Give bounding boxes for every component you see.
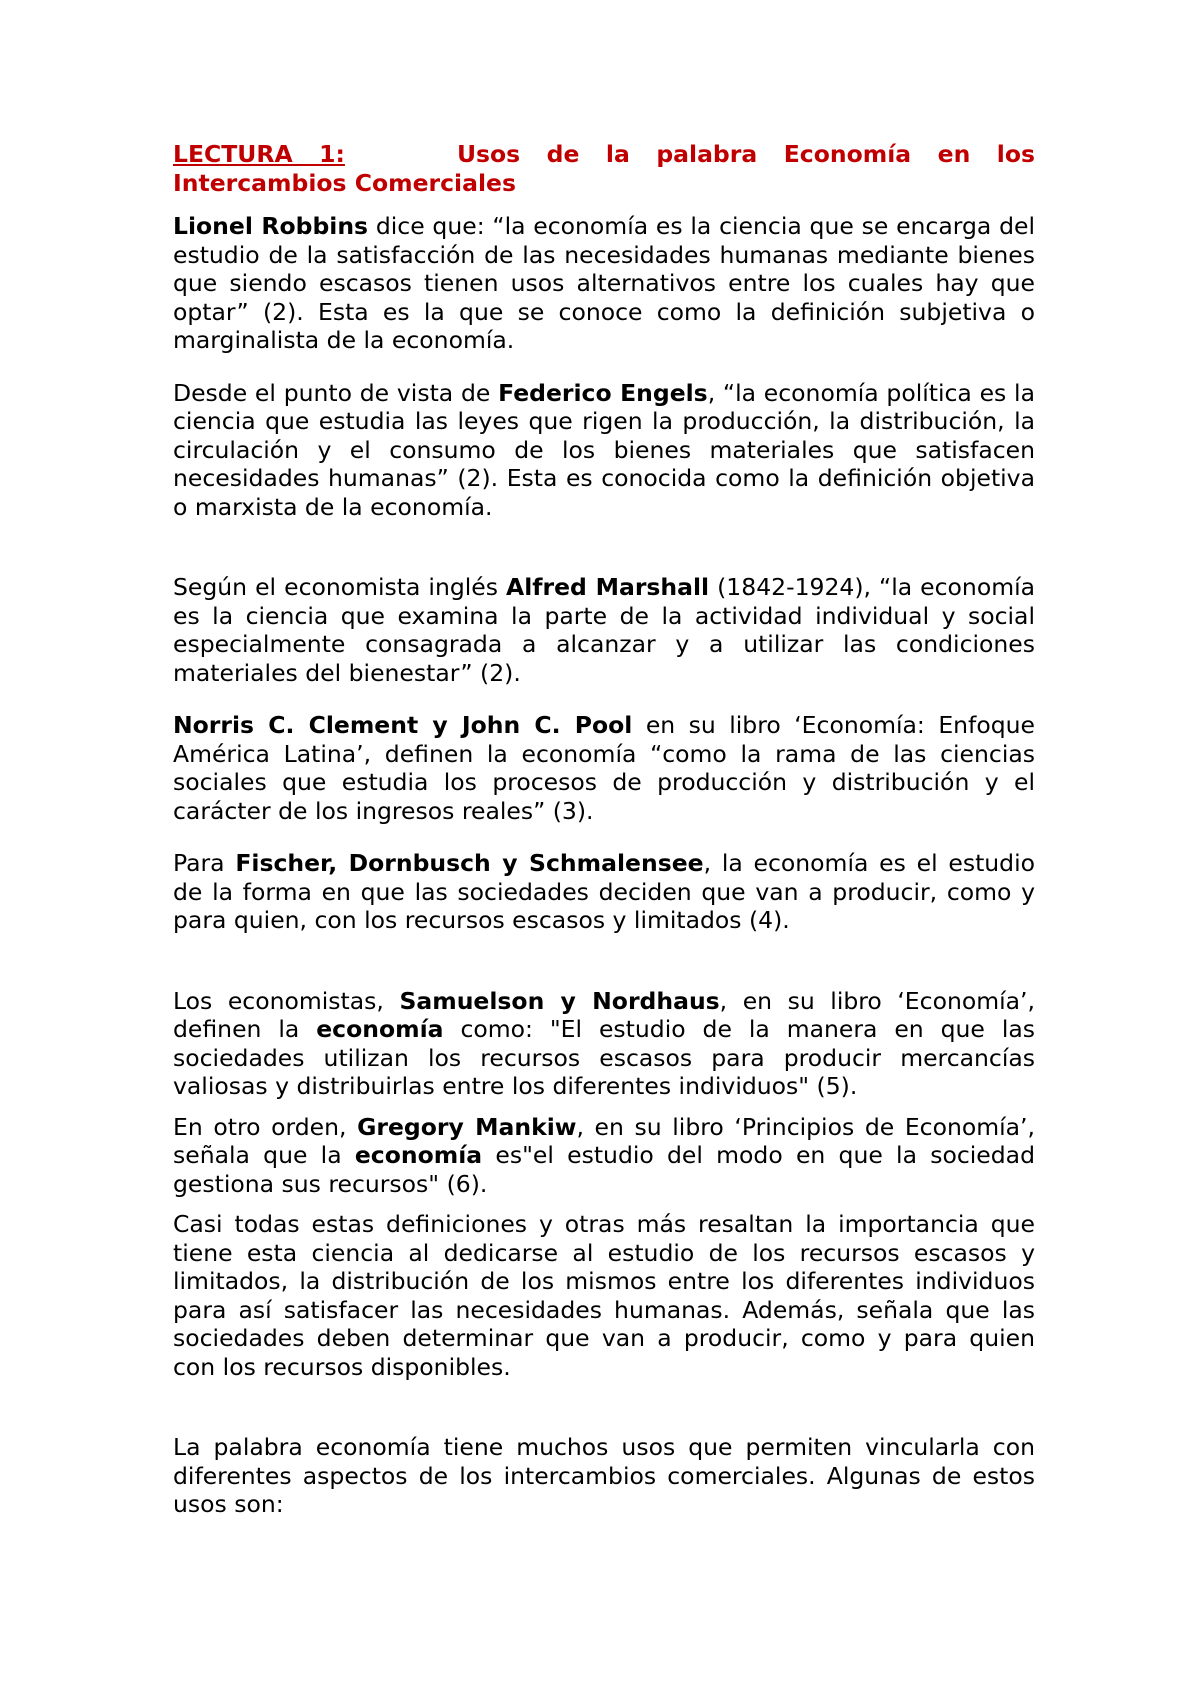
bold-text: Lionel Robbins (173, 212, 369, 240)
paragraph-8 (173, 1210, 1035, 1381)
paragraph-7 (173, 1113, 1035, 1199)
text-run: , en su libro ‘Principios de Economía’, señala que la (173, 1112, 1035, 1169)
text-run: , “la economía política es la ciencia que estudia las leyes que rigen la producción, la distribución, la circulación y el consumo de los bienes materiales que satisfacen necesidades humanas” (2). Esta es conocida como la definición objetiva o marxista de la economía. (173, 378, 1035, 521)
title-text: Usos de la palabra Economía en los Intercambios Comerciales (173, 140, 1035, 197)
title-label: LECTURA 1: (173, 140, 345, 168)
bold-text: Alfred Marshall (506, 573, 710, 601)
text-run: La palabra economía tiene muchos usos que permiten vincularla con diferentes aspectos de los intercambios comerciales. Algunas de estos usos son: (173, 1433, 1035, 1518)
text-run: Casi todas estas definiciones y otras más resaltan la importancia que tiene esta ciencia al dedicarse al estudio de los recursos escasos y limitados, la distribución de los mismos entre los diferentes individuos para así satisfacer las necesidades humanas. Además, señala que las sociedades deben determinar que van a producir, como y para quien con los recursos disponibles. (173, 1210, 1035, 1381)
paragraph-1 (173, 212, 1035, 355)
paragraph-6 (173, 987, 1035, 1101)
paragraph-5 (173, 849, 1035, 935)
text-run: Desde el punto de vista de (173, 378, 499, 407)
document-title (173, 140, 1035, 197)
text-run: , la economía es el estudio de la forma en que las sociedades deciden que van a producir, como y para quien, con los recursos escasos y limitados (4). (173, 849, 1036, 934)
bold-text: economía (354, 1141, 483, 1169)
bold-text: Norris C. Clement y John C. Pool (173, 711, 633, 739)
bold-text: Fischer, Dornbusch y Schmalensee (235, 849, 704, 877)
paragraph-9 (173, 1433, 1035, 1519)
bold-text: Gregory Mankiw (357, 1112, 577, 1141)
document-body (173, 212, 1035, 1519)
document-page (173, 140, 1035, 1519)
paragraph-3 (173, 573, 1035, 687)
text-run: Según el economista inglés (173, 573, 507, 601)
paragraph-4 (173, 711, 1035, 825)
text-run: como: "El estudio de la manera en que las sociedades utilizan los recursos escasos para producir mercancías valiosas y distribuirlas entre los diferentes individuos" (5). (173, 1015, 1035, 1100)
text-run: es"el estudio del modo en que la sociedad gestiona sus recursos" (6). (173, 1141, 1035, 1198)
text-run: Para (173, 849, 236, 877)
bold-text: Federico Engels (498, 378, 708, 407)
text-run: dice que: “la economía es la ciencia que se encarga del estudio de la satisfacción de las necesidades humanas mediante bienes que siendo escasos tienen usos alternativos entre los cuales hay que optar” (2). Esta es la que se conoce como la definición subjetiva o marginalista de la economía. (173, 212, 1035, 354)
bold-text: Samuelson y Nordhaus (399, 986, 720, 1015)
text-run: En otro orden, (173, 1112, 358, 1141)
text-run: Los economistas, (173, 986, 400, 1015)
text-run: en su libro ‘Economía: Enfoque América Latina’, definen la economía “como la rama de las ciencias sociales que estudia los procesos de producción y distribución y el carácter de los ingresos reales” (3). (173, 711, 1035, 825)
paragraph-2 (173, 379, 1035, 522)
text-run: (1842-1924), “la economía es la ciencia que examina la parte de la actividad individual y social especialmente consagrada a alcanzar y a utilizar las condiciones materiales del bienestar” (2). (173, 573, 1036, 687)
bold-text: economía (316, 1015, 444, 1043)
text-run: , en su libro ‘Economía’, definen la (173, 986, 1035, 1043)
